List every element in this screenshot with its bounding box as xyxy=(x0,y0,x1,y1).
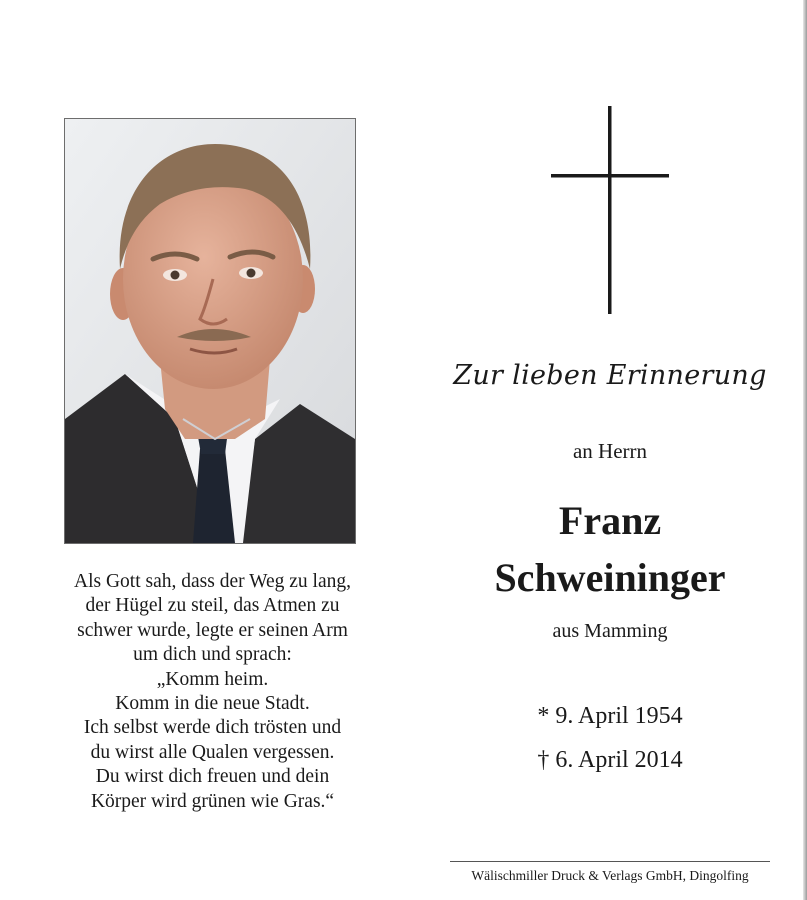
honorific-prefix: an Herrn xyxy=(572,439,648,463)
card-edge xyxy=(803,0,807,900)
printer-credit: Wälischmiller Druck & Verlags GmbH, Dingolfing xyxy=(471,868,749,883)
poem-line: Körper wird grünen wie Gras.“ xyxy=(90,790,335,812)
poem-line: Ich selbst werde dich trösten und xyxy=(83,717,342,739)
first-name: Franz xyxy=(558,498,662,543)
last-name: Schweininger xyxy=(494,555,726,600)
poem-line: der Hügel zu steil, das Atmen zu xyxy=(85,595,340,617)
poem-line: schwer wurde, legte er seinen Arm xyxy=(77,619,348,641)
poem-line: um dich und sprach: xyxy=(133,644,292,666)
footer-divider xyxy=(450,861,770,862)
poem-line: du wirst alle Qualen vergessen. xyxy=(90,741,335,763)
poem-line: „Komm heim. xyxy=(156,668,269,690)
cross-icon xyxy=(551,106,669,316)
poem-line: Komm in die neue Stadt. xyxy=(115,693,310,715)
birth-date: * 9. April 1954 xyxy=(537,703,683,729)
portrait-illustration xyxy=(65,119,355,543)
poem-line: Du wirst dich freuen und dein xyxy=(95,766,330,788)
death-date: † 6. April 2014 xyxy=(537,747,683,773)
poem xyxy=(40,570,385,814)
remembrance-heading: Zur lieben Erinnerung xyxy=(453,360,767,391)
portrait-photo xyxy=(64,118,356,544)
poem-line: Als Gott sah, dass der Weg zu lang, xyxy=(74,571,351,592)
hometown: aus Mamming xyxy=(552,620,668,642)
